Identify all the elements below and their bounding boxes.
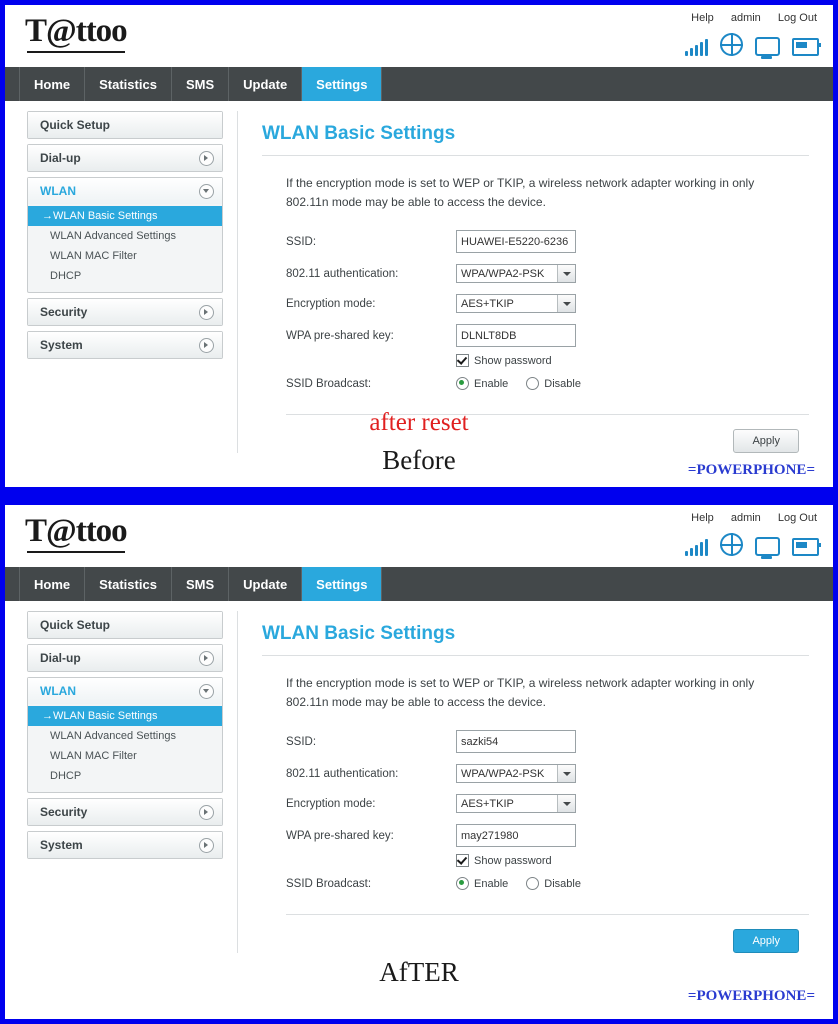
- label-ssid: SSID:: [286, 735, 317, 748]
- sidebar-item-wlan[interactable]: [27, 677, 223, 793]
- caption-after: AfTER: [379, 957, 459, 987]
- label-auth: 802.11 authentication:: [286, 767, 399, 780]
- show-password-label: Show password: [474, 854, 552, 867]
- brand-logo: T@ttoo: [25, 513, 127, 549]
- radio-enable-icon[interactable]: [456, 877, 469, 890]
- ssid-input[interactable]: [456, 730, 576, 753]
- sidebar-item-quick-setup[interactable]: [27, 611, 223, 639]
- field-row-encryption: [286, 294, 833, 313]
- radio-disable-icon[interactable]: [526, 377, 539, 390]
- sidebar-header-quick-setup[interactable]: [28, 112, 222, 138]
- sidebar-item-wlan-mac-filter[interactable]: WLAN MAC Filter: [50, 250, 137, 262]
- nav-item-statistics[interactable]: Statistics: [85, 567, 172, 601]
- sidebar-item-security[interactable]: [27, 298, 223, 326]
- router-admin-panel-after: [5, 505, 833, 1019]
- sidebar-label-wlan: WLAN: [40, 184, 76, 198]
- content-area: [237, 111, 833, 453]
- page-title: WLAN Basic Settings: [262, 123, 456, 144]
- user-label[interactable]: admin: [730, 12, 761, 24]
- chevron-right-icon: [199, 151, 214, 166]
- encryption-select[interactable]: [456, 794, 576, 813]
- title-divider: [262, 655, 809, 656]
- nav-item-sms[interactable]: SMS: [172, 567, 229, 601]
- sidebar-item-security[interactable]: [27, 798, 223, 826]
- sidebar-item-wlan-advanced-settings[interactable]: WLAN Advanced Settings: [50, 230, 176, 242]
- chevron-down-icon: [199, 184, 214, 199]
- caption-after-reset: after reset: [369, 409, 469, 436]
- signal-icon: [685, 39, 708, 56]
- header-bar: [5, 5, 833, 67]
- field-row-encryption: [286, 794, 833, 813]
- sidebar-item-dhcp[interactable]: DHCP: [50, 270, 82, 282]
- show-password-checkbox[interactable]: [456, 854, 469, 867]
- label-ssid: SSID:: [286, 235, 317, 248]
- form-divider: [286, 914, 809, 915]
- sidebar-label-dialup: Dial-up: [40, 151, 81, 165]
- sidebar-item-wlan-mac-filter[interactable]: WLAN MAC Filter: [50, 750, 137, 762]
- chevron-right-icon: [199, 305, 214, 320]
- field-row-ssid: [286, 730, 833, 753]
- label-encryption: Encryption mode:: [286, 797, 376, 810]
- nav-item-sms[interactable]: SMS: [172, 67, 229, 101]
- nav-item-home[interactable]: Home: [19, 67, 85, 101]
- sidebar-label-system: System: [40, 838, 83, 852]
- encryption-select-value: AES+TKIP: [461, 797, 514, 810]
- main-nav: [5, 67, 833, 101]
- field-row-auth: [286, 264, 833, 283]
- encryption-select[interactable]: [456, 294, 576, 313]
- sidebar-label-dialup: Dial-up: [40, 651, 81, 665]
- help-link[interactable]: Help: [691, 512, 714, 524]
- top-links: [677, 512, 817, 524]
- nav-item-statistics[interactable]: Statistics: [85, 67, 172, 101]
- field-row-auth: [286, 764, 833, 783]
- ssid-input[interactable]: [456, 230, 576, 253]
- sidebar-header-security[interactable]: [28, 799, 222, 825]
- monitor-icon: [755, 537, 780, 556]
- nav-item-settings[interactable]: Settings: [302, 67, 382, 101]
- monitor-icon: [755, 37, 780, 56]
- chevron-right-icon: [199, 805, 214, 820]
- label-disable: Disable: [544, 877, 581, 890]
- ssid-broadcast-radio-group: [456, 877, 581, 890]
- sidebar-item-dialup[interactable]: [27, 144, 223, 172]
- caption-before: Before: [382, 445, 456, 475]
- sidebar-header-quick-setup[interactable]: [28, 612, 222, 638]
- sidebar-item-wlan-advanced-settings[interactable]: WLAN Advanced Settings: [50, 730, 176, 742]
- sidebar: [27, 611, 223, 953]
- sidebar-header-system[interactable]: [28, 832, 222, 858]
- psk-input[interactable]: [456, 824, 576, 847]
- sidebar-item-quick-setup[interactable]: [27, 111, 223, 139]
- field-row-broadcast: [286, 877, 833, 890]
- sidebar-label-security: Security: [40, 805, 88, 819]
- wlan-form: [286, 230, 833, 390]
- status-icon-group: [685, 533, 819, 556]
- chevron-down-icon: [199, 684, 214, 699]
- help-link[interactable]: Help: [691, 12, 714, 24]
- header-bar: [5, 505, 833, 567]
- watermark-top: =POWERPHONE=: [687, 462, 815, 478]
- auth-select-value: WPA/WPA2-PSK: [461, 767, 545, 780]
- auth-select[interactable]: [456, 764, 576, 783]
- sidebar-header-wlan[interactable]: [28, 678, 222, 704]
- sidebar-item-wlan-basic-settings[interactable]: →WLAN Basic Settings: [28, 206, 222, 226]
- logo-underline: [27, 51, 125, 53]
- label-ssid-broadcast: SSID Broadcast:: [286, 877, 372, 890]
- label-encryption: Encryption mode:: [286, 297, 376, 310]
- field-row-psk: [286, 824, 833, 847]
- chevron-right-icon: [199, 651, 214, 666]
- label-psk: WPA pre-shared key:: [286, 829, 394, 842]
- logout-link[interactable]: Log Out: [777, 512, 817, 524]
- chevron-down-icon: [557, 265, 575, 282]
- show-password-label: Show password: [474, 354, 552, 367]
- sidebar-header-system[interactable]: [28, 332, 222, 358]
- sidebar-header-dialup[interactable]: [28, 645, 222, 671]
- nav-item-settings[interactable]: Settings: [302, 567, 382, 601]
- info-note-line1: If the encryption mode is set to WEP or TKIP, a wireless network adapter working in only: [286, 176, 755, 190]
- battery-icon: [792, 538, 819, 556]
- label-enable: Enable: [474, 377, 509, 390]
- radio-enable-icon[interactable]: [456, 377, 469, 390]
- field-row-broadcast: [286, 377, 833, 390]
- encryption-select-value: AES+TKIP: [461, 297, 514, 310]
- apply-button[interactable]: Apply: [733, 429, 799, 453]
- ssid-broadcast-disable[interactable]: [526, 377, 581, 390]
- nav-item-update[interactable]: Update: [229, 567, 302, 601]
- sidebar-label-system: System: [40, 338, 83, 352]
- sidebar-item-wlan-basic-settings[interactable]: →WLAN Basic Settings: [28, 706, 222, 726]
- logo-underline: [27, 551, 125, 553]
- auth-select-value: WPA/WPA2-PSK: [461, 267, 545, 280]
- sidebar-label-wlan-basic: WLAN Basic Settings: [53, 710, 158, 722]
- sidebar-header-dialup[interactable]: [28, 145, 222, 171]
- sidebar-header-wlan[interactable]: [28, 178, 222, 204]
- field-row-psk: [286, 324, 833, 347]
- router-admin-panel-before: [5, 5, 833, 487]
- nav-item-home[interactable]: Home: [19, 567, 85, 601]
- globe-icon: [720, 533, 743, 556]
- info-note: [286, 674, 786, 712]
- chevron-right-icon: [199, 838, 214, 853]
- label-ssid-broadcast: SSID Broadcast:: [286, 377, 372, 390]
- sidebar-label-wlan: WLAN: [40, 684, 76, 698]
- label-auth: 802.11 authentication:: [286, 267, 399, 280]
- main-nav: [5, 567, 833, 601]
- logout-link[interactable]: Log Out: [777, 12, 817, 24]
- field-row-ssid: [286, 230, 833, 253]
- psk-input[interactable]: [456, 324, 576, 347]
- sidebar-item-wlan[interactable]: [27, 177, 223, 293]
- chevron-down-icon: [557, 765, 575, 782]
- ssid-broadcast-enable[interactable]: [456, 377, 508, 390]
- label-disable: Disable: [544, 377, 581, 390]
- sidebar-sublist-wlan: [28, 704, 222, 792]
- show-password-checkbox[interactable]: [456, 354, 469, 367]
- ssid-broadcast-radio-group: [456, 377, 581, 390]
- signal-icon: [685, 539, 708, 556]
- ssid-broadcast-enable[interactable]: [456, 877, 508, 890]
- nav-item-update[interactable]: Update: [229, 67, 302, 101]
- content-area: [237, 611, 833, 953]
- page-title: WLAN Basic Settings: [262, 623, 456, 644]
- sidebar-item-system[interactable]: [27, 831, 223, 859]
- chevron-right-icon: [199, 338, 214, 353]
- top-links: [677, 12, 817, 24]
- show-password-row[interactable]: [456, 354, 833, 367]
- sidebar: [27, 111, 223, 453]
- brand-logo: T@ttoo: [25, 13, 127, 49]
- sidebar-label-quick-setup: Quick Setup: [40, 118, 111, 132]
- wlan-form: [286, 730, 833, 890]
- sidebar-item-system[interactable]: [27, 331, 223, 359]
- label-psk: WPA pre-shared key:: [286, 329, 394, 342]
- sidebar-item-dialup[interactable]: [27, 644, 223, 672]
- label-enable: Enable: [474, 877, 509, 890]
- chevron-down-icon: [557, 795, 575, 812]
- watermark-bottom: =POWERPHONE=: [687, 988, 815, 1004]
- globe-icon: [720, 33, 743, 56]
- radio-disable-icon[interactable]: [526, 877, 539, 890]
- apply-button[interactable]: Apply: [733, 929, 799, 953]
- info-note: [286, 174, 786, 212]
- title-divider: [262, 155, 809, 156]
- ssid-broadcast-disable[interactable]: [526, 877, 581, 890]
- apply-row: [262, 929, 799, 953]
- page-body: [5, 101, 833, 453]
- sidebar-item-dhcp[interactable]: DHCP: [50, 770, 82, 782]
- battery-icon: [792, 38, 819, 56]
- auth-select[interactable]: [456, 264, 576, 283]
- user-label[interactable]: admin: [730, 512, 761, 524]
- sidebar-label-security: Security: [40, 305, 88, 319]
- page-body: [5, 601, 833, 953]
- chevron-down-icon: [557, 295, 575, 312]
- sidebar-header-security[interactable]: [28, 299, 222, 325]
- sidebar-sublist-wlan: [28, 204, 222, 292]
- info-note-line2: 802.11n mode may be able to access the device.: [286, 195, 546, 209]
- sidebar-label-wlan-basic: WLAN Basic Settings: [53, 210, 158, 222]
- show-password-row[interactable]: [456, 854, 833, 867]
- info-note-line1: If the encryption mode is set to WEP or TKIP, a wireless network adapter working in only: [286, 676, 755, 690]
- sidebar-label-quick-setup: Quick Setup: [40, 618, 111, 632]
- info-note-line2: 802.11n mode may be able to access the device.: [286, 695, 546, 709]
- status-icon-group: [685, 33, 819, 56]
